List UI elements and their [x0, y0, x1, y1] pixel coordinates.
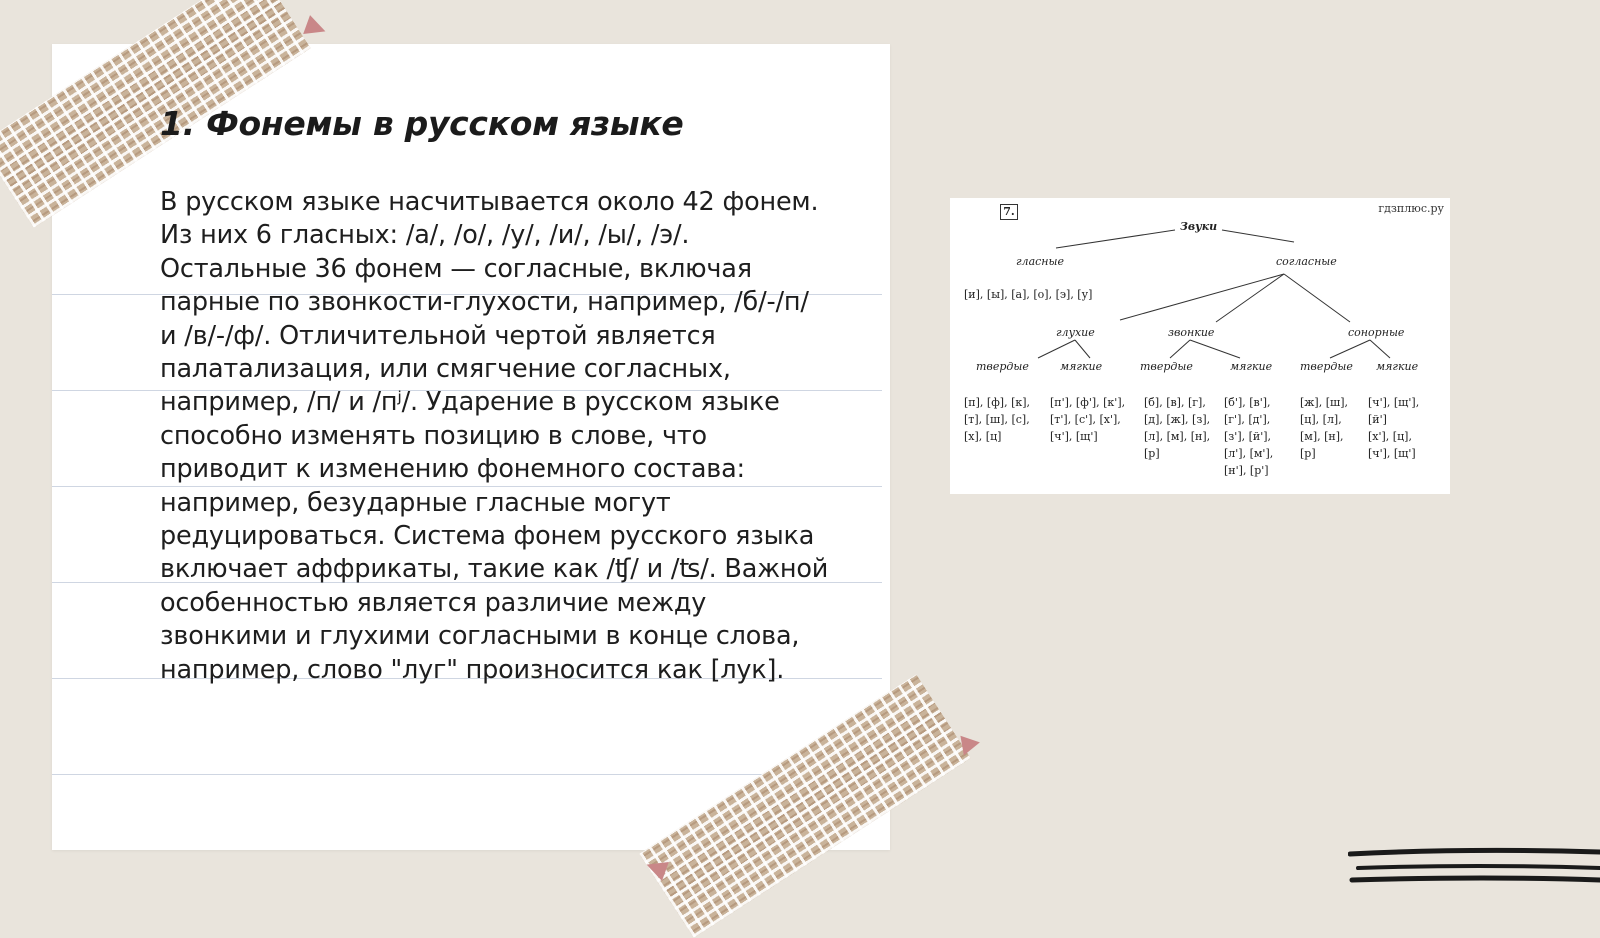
node-hard: твердые: [1140, 360, 1193, 373]
brush-strokes: [1348, 846, 1600, 896]
node-voiced: звонкие: [1168, 326, 1215, 339]
node-hard: твердые: [1300, 360, 1353, 373]
slide-title: 1. Фонемы в русском языке: [160, 104, 684, 143]
slide-body-text: В русском языке насчитывается около 42 фонем. Из них 6 гласных: /а/, /о/, /у/, /и/, /ы/, /э/. Остальные 36 фонем — согласные, включая парные по звонкости-глухости, например, /б/-/п/ и /в/-/ф/. Отличительной чертой является палатализация, или смягчение согласных, например, /п/ и /пʲ/. Ударение в русском языке способно изменять позицию в слове, что приводит к изменению фонемного состава: например, безударные гласные могут редуцироваться. Система фонем русского языка включает аффрикаты, такие как /ʧ/ и /ʦ/. Важной особенностью является различие между звонкими и глухими согласными в конце слова, например, слово "луг" произносится как [лук].: [160, 187, 829, 685]
sound-cell: [ч'], [щ'], [й'] [х'], [ц], [ч'], [щ']: [1368, 396, 1420, 460]
sound-cell: [ж], [ш], [ц], [л], [м], [н], [р]: [1300, 396, 1349, 460]
node-soft: мягкие: [1376, 360, 1419, 373]
node-sonorant: сонорные: [1348, 326, 1405, 339]
sound-cell: [п'], [ф'], [к'], [т'], [с'], [х'], [ч'], [щ']: [1050, 396, 1126, 443]
node-consonants: согласные: [1276, 255, 1337, 268]
node-vowels: гласные: [1016, 255, 1064, 268]
sound-cell: [п], [ф], [к], [т], [ш], [с], [х], [ц]: [964, 396, 1031, 443]
node-soft: мягкие: [1060, 360, 1103, 373]
node-sounds: Звуки: [1180, 220, 1218, 233]
node-hard: твердые: [976, 360, 1029, 373]
paper-line: [52, 774, 882, 775]
phoneme-diagram: [950, 198, 1450, 494]
sound-cell: [б], [в], [г], [д], [ж], [з], [л], [м], [н], [р]: [1144, 396, 1211, 460]
node-voiceless: глухие: [1056, 326, 1095, 339]
sound-cell: [б'], [в'], [г'], [д'], [з'], [й'], [л'], [м'], [н'], [р']: [1224, 396, 1274, 477]
vowel-list: [и], [ы], [а], [о], [э], [у]: [964, 288, 1093, 301]
source-watermark: гдзплюс.ру: [1378, 202, 1444, 215]
node-soft: мягкие: [1230, 360, 1273, 373]
tape-tab: [960, 733, 981, 756]
exercise-number: 7.: [1000, 204, 1018, 220]
tape-tab: [303, 15, 329, 41]
